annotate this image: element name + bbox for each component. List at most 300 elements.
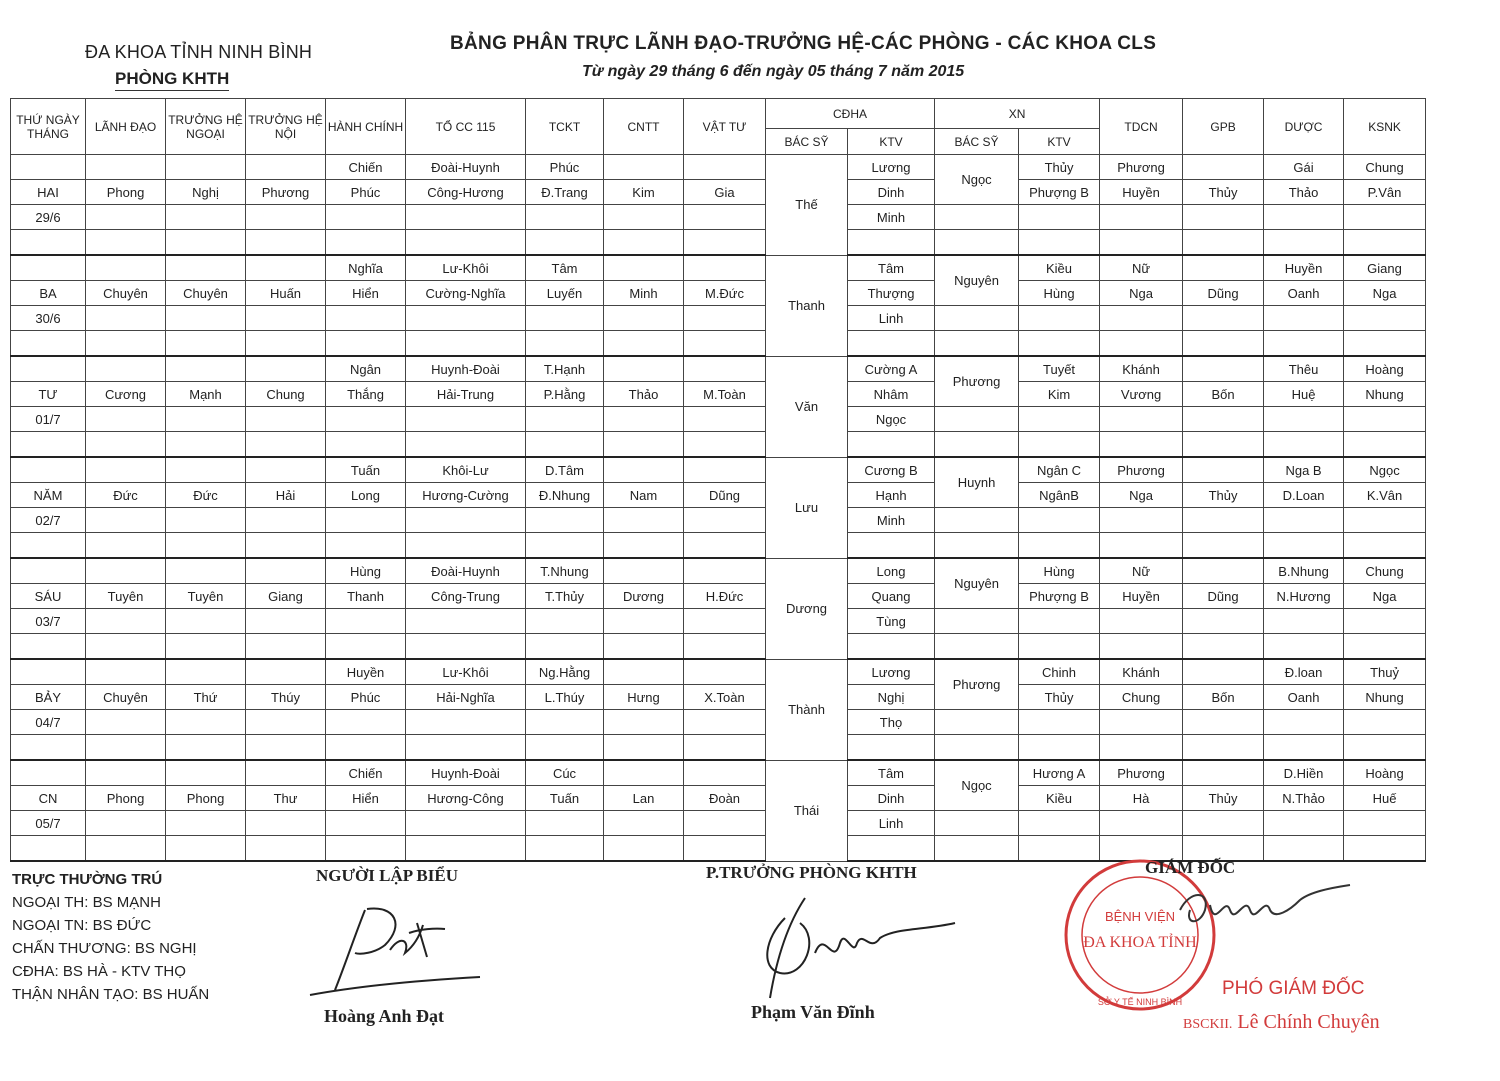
- empty-cell: [684, 735, 766, 761]
- weekday-cell: CN: [11, 786, 86, 811]
- to-cc-cell: Đoài-Huynh: [406, 155, 526, 180]
- hanh-chinh-cell: Phúc: [326, 685, 406, 710]
- to-cc-cell: Lư-Khôi: [406, 255, 526, 281]
- empty-cell: [604, 508, 684, 533]
- empty-cell: [684, 533, 766, 559]
- org-name: ĐA KHOA TỈNH NINH BÌNH: [85, 42, 313, 62]
- empty-cell: [246, 432, 326, 458]
- col-truong-he-ngoai: TRƯỞNG HỆ NGOẠI: [166, 99, 246, 155]
- stamp-ring-text: SỞ Y TẾ NINH BÌNH: [1097, 997, 1183, 1007]
- empty-cell: [246, 205, 326, 230]
- empty-cell: [1264, 407, 1344, 432]
- empty-cell: [246, 306, 326, 331]
- empty-cell: [684, 432, 766, 458]
- empty-cell: [848, 634, 935, 660]
- vat-tu-cell: Đoàn: [684, 786, 766, 811]
- cntt-cell-empty: [604, 356, 684, 382]
- schedule-row: [11, 205, 1426, 230]
- ksnk-cell: Ngọc: [1344, 457, 1426, 483]
- empty-cell: [326, 230, 406, 256]
- empty-cell: [684, 508, 766, 533]
- empty-cell: [246, 230, 326, 256]
- empty-cell: [326, 533, 406, 559]
- cdha-ktv-cell: Cương B: [848, 457, 935, 483]
- ksnk-cell: Giang: [1344, 255, 1426, 281]
- col-lanh-dao: LÃNH ĐẠO: [86, 99, 166, 155]
- leader-cell: Phong: [86, 786, 166, 811]
- tckt-cell: Tâm: [526, 255, 604, 281]
- preparer-title: NGƯỜI LẬP BIỂU: [316, 866, 459, 885]
- tdcn-cell: Khánh: [1100, 356, 1183, 382]
- col-to-cc: TỔ CC 115: [406, 99, 526, 155]
- empty-cell: [246, 533, 326, 559]
- duoc-cell: N.Hương: [1264, 584, 1344, 609]
- schedule-row: [11, 533, 1426, 559]
- empty-cell: [1264, 432, 1344, 458]
- cdha-ktv-cell: Hạnh: [848, 483, 935, 508]
- tdcn-cell: Phương: [1100, 760, 1183, 786]
- vat-tu-cell: Gia: [684, 180, 766, 205]
- empty-cell: [326, 508, 406, 533]
- empty-cell: [604, 634, 684, 660]
- schedule-row: [11, 609, 1426, 634]
- schedule-table-wrapper: [10, 98, 1426, 862]
- noi-cell-empty: [246, 760, 326, 786]
- empty-cell: [526, 710, 604, 735]
- col-thu-ngay: THỨ NGÀY THÁNG: [11, 99, 86, 155]
- vat-tu-cell-empty: [684, 457, 766, 483]
- empty-cell: [1183, 432, 1264, 458]
- ksnk-cell: Hoàng: [1344, 760, 1426, 786]
- vat-tu-cell: H.Đức: [684, 584, 766, 609]
- empty-cell: [684, 331, 766, 357]
- gpb-cell: Thủy: [1183, 786, 1264, 811]
- empty-cell: [1183, 205, 1264, 230]
- leader-cell-empty: [86, 155, 166, 180]
- empty-cell: [246, 508, 326, 533]
- empty-cell: [326, 306, 406, 331]
- noi-cell: Phương: [246, 180, 326, 205]
- tdcn-cell: Phương: [1100, 457, 1183, 483]
- tckt-cell: T.Nhung: [526, 558, 604, 584]
- empty-cell: [848, 836, 935, 862]
- tckt-cell: D.Tâm: [526, 457, 604, 483]
- cntt-cell-empty: [604, 155, 684, 180]
- cdha-ktv-cell: Nghị: [848, 685, 935, 710]
- empty-cell: [166, 205, 246, 230]
- col-vat-tu: VẬT TƯ: [684, 99, 766, 155]
- tdcn-cell: Phương: [1100, 155, 1183, 180]
- stamp-line2: ĐA KHOA TỈNH: [1083, 934, 1197, 951]
- ngoai-cell: Đức: [166, 483, 246, 508]
- page-title: BẢNG PHÂN TRỰC LÃNH ĐẠO-TRƯỞNG HỆ-CÁC PHÒNG - CÁC KHOA CLS: [450, 33, 1157, 54]
- tdcn-cell: Khánh: [1100, 659, 1183, 685]
- to-cc-cell: Công-Hương: [406, 180, 526, 205]
- empty-cell: [1344, 609, 1426, 634]
- empty-cell: [246, 331, 326, 357]
- empty-cell: [1100, 205, 1183, 230]
- date-cell: 02/7: [11, 508, 86, 533]
- gpb-cell-empty: [1183, 457, 1264, 483]
- empty-cell: [526, 811, 604, 836]
- duoc-cell: Thêu: [1264, 356, 1344, 382]
- empty-cell: [684, 634, 766, 660]
- hanh-chinh-cell: Hiển: [326, 786, 406, 811]
- leader-cell: Cương: [86, 382, 166, 407]
- ngoai-cell: Mạnh: [166, 382, 246, 407]
- empty-cell: [166, 836, 246, 862]
- col-xn-ktv: KTV: [1019, 129, 1100, 155]
- empty-cell: [684, 230, 766, 256]
- ksnk-cell: Thuỷ: [1344, 659, 1426, 685]
- empty-cell: [1264, 609, 1344, 634]
- schedule-row: [11, 180, 1426, 205]
- gpb-cell: Bốn: [1183, 685, 1264, 710]
- duoc-cell: Oanh: [1264, 685, 1344, 710]
- noi-cell-empty: [246, 255, 326, 281]
- vice-director-signature: [1160, 870, 1360, 940]
- gpb-cell: Dũng: [1183, 281, 1264, 306]
- schedule-row: [11, 382, 1426, 407]
- schedule-row: [11, 508, 1426, 533]
- empty-cell: [326, 331, 406, 357]
- xn-ktv-cell: Ngân C: [1019, 457, 1100, 483]
- empty-cell: [166, 230, 246, 256]
- empty-cell: [604, 407, 684, 432]
- empty-cell: [684, 836, 766, 862]
- on-call-line: CĐHA: BS HÀ - KTV THỌ: [12, 963, 186, 980]
- schedule-body: [11, 155, 1426, 862]
- empty-cell: [1019, 735, 1100, 761]
- empty-cell: [166, 710, 246, 735]
- gpb-cell-empty: [1183, 760, 1264, 786]
- empty-cell: [684, 205, 766, 230]
- xn-ktv-cell: Tuyết: [1019, 356, 1100, 382]
- to-cc-cell: Huynh-Đoài: [406, 760, 526, 786]
- empty-cell: [1264, 836, 1344, 862]
- col-cntt: CNTT: [604, 99, 684, 155]
- duoc-cell: Nga B: [1264, 457, 1344, 483]
- duoc-cell: N.Thảo: [1264, 786, 1344, 811]
- empty-cell: [11, 735, 86, 761]
- empty-cell: [935, 811, 1019, 836]
- xn-ktv-cell: Kim: [1019, 382, 1100, 407]
- empty-cell: [86, 331, 166, 357]
- date-cell: 01/7: [11, 407, 86, 432]
- empty-cell: [246, 407, 326, 432]
- tckt-cell: L.Thúy: [526, 685, 604, 710]
- cdha-ktv-cell: Tùng: [848, 609, 935, 634]
- schedule-row: [11, 432, 1426, 458]
- cntt-cell: Minh: [604, 281, 684, 306]
- col-cdha-ktv: KTV: [848, 129, 935, 155]
- noi-cell-empty: [246, 356, 326, 382]
- to-cc-cell: Hương-Cường: [406, 483, 526, 508]
- empty-cell: [326, 710, 406, 735]
- empty-cell: [935, 407, 1019, 432]
- empty-cell: [406, 634, 526, 660]
- empty-cell: [1264, 634, 1344, 660]
- empty-cell: [1183, 230, 1264, 256]
- cdha-ktv-cell: Cường A: [848, 356, 935, 382]
- to-cc-cell: Huynh-Đoài: [406, 356, 526, 382]
- xn-doctor-cell: Nguyên: [935, 558, 1019, 609]
- ksnk-cell: Nhung: [1344, 685, 1426, 710]
- duoc-cell: D.Loan: [1264, 483, 1344, 508]
- duoc-cell: D.Hiền: [1264, 760, 1344, 786]
- empty-cell: [406, 230, 526, 256]
- xn-doctor-cell: Phương: [935, 356, 1019, 407]
- cdha-ktv-cell: Long: [848, 558, 935, 584]
- empty-cell: [604, 836, 684, 862]
- empty-cell: [935, 205, 1019, 230]
- ngoai-cell-empty: [166, 255, 246, 281]
- empty-cell: [406, 735, 526, 761]
- empty-cell: [1100, 710, 1183, 735]
- empty-cell: [526, 306, 604, 331]
- weekday-cell: HAI: [11, 180, 86, 205]
- xn-doctor-cell: Huynh: [935, 457, 1019, 508]
- empty-cell: [86, 533, 166, 559]
- date-cell: 30/6: [11, 306, 86, 331]
- tdcn-cell: Nga: [1100, 483, 1183, 508]
- col-xn-bac-sy: BÁC SỸ: [935, 129, 1019, 155]
- hanh-chinh-cell: Huyền: [326, 659, 406, 685]
- empty-cell: [326, 836, 406, 862]
- cdha-ktv-cell: Tâm: [848, 760, 935, 786]
- hanh-chinh-cell: Thắng: [326, 382, 406, 407]
- duoc-cell: Gái: [1264, 155, 1344, 180]
- empty-cell: [406, 508, 526, 533]
- hanh-chinh-cell: Ngân: [326, 356, 406, 382]
- tckt-cell: Đ.Nhung: [526, 483, 604, 508]
- tckt-cell: Cúc: [526, 760, 604, 786]
- tckt-cell: Ng.Hằng: [526, 659, 604, 685]
- empty-cell: [86, 811, 166, 836]
- noi-cell-empty: [246, 558, 326, 584]
- vat-tu-cell: X.Toàn: [684, 685, 766, 710]
- ngoai-cell-empty: [166, 356, 246, 382]
- empty-cell: [1344, 811, 1426, 836]
- empty-cell: [604, 533, 684, 559]
- empty-cell: [604, 811, 684, 836]
- vat-tu-cell: M.Toàn: [684, 382, 766, 407]
- empty-cell: [1100, 407, 1183, 432]
- empty-cell: [1183, 735, 1264, 761]
- schedule-row: [11, 735, 1426, 761]
- empty-cell: [166, 306, 246, 331]
- schedule-row: [11, 584, 1426, 609]
- schedule-row: [11, 811, 1426, 836]
- empty-cell: [935, 432, 1019, 458]
- empty-cell: [246, 735, 326, 761]
- ngoai-cell-empty: [166, 558, 246, 584]
- empty-cell: [935, 331, 1019, 357]
- empty-cell: [1100, 508, 1183, 533]
- stamp-line1: BỆNH VIỆN: [1104, 909, 1176, 924]
- tdcn-cell: Nga: [1100, 281, 1183, 306]
- col-ksnk: KSNK: [1344, 99, 1426, 155]
- empty-cell: [86, 710, 166, 735]
- xn-ktv-cell: Phượng B: [1019, 584, 1100, 609]
- leader-cell: Chuyên: [86, 685, 166, 710]
- xn-doctor-cell: Nguyên: [935, 255, 1019, 306]
- vat-tu-cell: Dũng: [684, 483, 766, 508]
- empty-cell: [1344, 205, 1426, 230]
- to-cc-cell: Công-Trung: [406, 584, 526, 609]
- preparer-name: Hoàng Anh Đạt: [324, 1006, 445, 1026]
- empty-cell: [406, 331, 526, 357]
- col-xn: XN: [935, 99, 1100, 129]
- empty-cell: [406, 432, 526, 458]
- vice-director-prefix: BSCKII.: [1183, 1017, 1233, 1032]
- empty-cell: [11, 634, 86, 660]
- empty-cell: [166, 533, 246, 559]
- vat-tu-cell-empty: [684, 659, 766, 685]
- cdha-ktv-cell: Thượng: [848, 281, 935, 306]
- empty-cell: [1183, 331, 1264, 357]
- empty-cell: [1019, 710, 1100, 735]
- empty-cell: [86, 634, 166, 660]
- empty-cell: [1019, 508, 1100, 533]
- empty-cell: [1344, 306, 1426, 331]
- cdha-doctor-cell: Thái: [766, 760, 848, 861]
- col-duoc: DƯỢC: [1264, 99, 1344, 155]
- tdcn-cell: Huyền: [1100, 584, 1183, 609]
- ksnk-cell: K.Vân: [1344, 483, 1426, 508]
- duoc-cell: B.Nhung: [1264, 558, 1344, 584]
- empty-cell: [166, 331, 246, 357]
- to-cc-cell: Đoài-Huynh: [406, 558, 526, 584]
- empty-cell: [604, 306, 684, 331]
- xn-ktv-cell: Hùng: [1019, 558, 1100, 584]
- empty-cell: [1264, 533, 1344, 559]
- empty-cell: [406, 407, 526, 432]
- noi-cell: Huấn: [246, 281, 326, 306]
- leader-cell-empty: [86, 659, 166, 685]
- empty-cell: [684, 407, 766, 432]
- vat-tu-cell: M.Đức: [684, 281, 766, 306]
- empty-cell: [935, 634, 1019, 660]
- empty-cell: [935, 508, 1019, 533]
- empty-cell: [246, 836, 326, 862]
- empty-cell: [526, 331, 604, 357]
- empty-cell: [1183, 710, 1264, 735]
- empty-cell: [848, 331, 935, 357]
- leader-cell: Phong: [86, 180, 166, 205]
- empty-cell: [1183, 811, 1264, 836]
- empty-cell: [526, 407, 604, 432]
- weekday-cell: NĂM: [11, 483, 86, 508]
- col-truong-he-noi: TRƯỞNG HỆ NỘI: [246, 99, 326, 155]
- day-cell-empty: [11, 356, 86, 382]
- ngoai-cell: Tuyên: [166, 584, 246, 609]
- leader-cell: Đức: [86, 483, 166, 508]
- empty-cell: [1264, 811, 1344, 836]
- empty-cell: [935, 306, 1019, 331]
- noi-cell-empty: [246, 457, 326, 483]
- leader-cell: Tuyên: [86, 584, 166, 609]
- empty-cell: [1019, 533, 1100, 559]
- empty-cell: [526, 634, 604, 660]
- vat-tu-cell-empty: [684, 255, 766, 281]
- empty-cell: [1019, 205, 1100, 230]
- schedule-row: [11, 230, 1426, 256]
- tdcn-cell: Nữ: [1100, 558, 1183, 584]
- empty-cell: [1264, 710, 1344, 735]
- empty-cell: [1183, 306, 1264, 331]
- header-left: [85, 42, 312, 91]
- ksnk-cell: Huế: [1344, 786, 1426, 811]
- day-cell-empty: [11, 155, 86, 180]
- xn-doctor-cell: Phương: [935, 659, 1019, 710]
- empty-cell: [1344, 508, 1426, 533]
- schedule-row: [11, 281, 1426, 306]
- empty-cell: [1100, 735, 1183, 761]
- hanh-chinh-cell: Long: [326, 483, 406, 508]
- cdha-ktv-cell: Dinh: [848, 786, 935, 811]
- schedule-row: [11, 457, 1426, 483]
- empty-cell: [326, 634, 406, 660]
- gpb-cell: Bốn: [1183, 382, 1264, 407]
- empty-cell: [604, 230, 684, 256]
- empty-cell: [1183, 508, 1264, 533]
- dept-name: PHÒNG KHTH: [115, 69, 229, 91]
- ksnk-cell: Chung: [1344, 558, 1426, 584]
- schedule-row: [11, 659, 1426, 685]
- ngoai-cell-empty: [166, 155, 246, 180]
- empty-cell: [11, 331, 86, 357]
- empty-cell: [406, 533, 526, 559]
- empty-cell: [86, 508, 166, 533]
- empty-cell: [166, 609, 246, 634]
- empty-cell: [1344, 836, 1426, 862]
- day-cell-empty: [11, 659, 86, 685]
- hanh-chinh-cell: Tuấn: [326, 457, 406, 483]
- weekday-cell: BA: [11, 281, 86, 306]
- empty-cell: [935, 230, 1019, 256]
- director-title: GIÁM ĐỐC: [1145, 858, 1236, 877]
- vat-tu-cell-empty: [684, 760, 766, 786]
- on-call-line: THẬN NHÂN TẠO: BS HUẤN: [12, 986, 210, 1003]
- empty-cell: [246, 634, 326, 660]
- xn-ktv-cell: Kiều: [1019, 786, 1100, 811]
- cntt-cell-empty: [604, 558, 684, 584]
- tdcn-cell: Hà: [1100, 786, 1183, 811]
- col-hanh-chinh: HÀNH CHÍNH: [326, 99, 406, 155]
- on-call-line: NGOẠI TH: BS MẠNH: [12, 894, 161, 911]
- empty-cell: [86, 306, 166, 331]
- empty-cell: [604, 432, 684, 458]
- empty-cell: [935, 609, 1019, 634]
- empty-cell: [1100, 230, 1183, 256]
- col-gpb: GPB: [1183, 99, 1264, 155]
- cntt-cell-empty: [604, 457, 684, 483]
- day-cell-empty: [11, 558, 86, 584]
- weekday-cell: TƯ: [11, 382, 86, 407]
- empty-cell: [848, 230, 935, 256]
- page-subtitle: Từ ngày 29 tháng 6 đến ngày 05 tháng 7 năm 2015: [582, 63, 965, 80]
- to-cc-cell: Khôi-Lư: [406, 457, 526, 483]
- duoc-cell: Oanh: [1264, 281, 1344, 306]
- vat-tu-cell-empty: [684, 558, 766, 584]
- schedule-row: [11, 331, 1426, 357]
- vice-director-name-line: [1183, 1011, 1380, 1034]
- empty-cell: [1019, 432, 1100, 458]
- vat-tu-cell-empty: [684, 155, 766, 180]
- weekday-cell: SÁU: [11, 584, 86, 609]
- tckt-cell: Tuấn: [526, 786, 604, 811]
